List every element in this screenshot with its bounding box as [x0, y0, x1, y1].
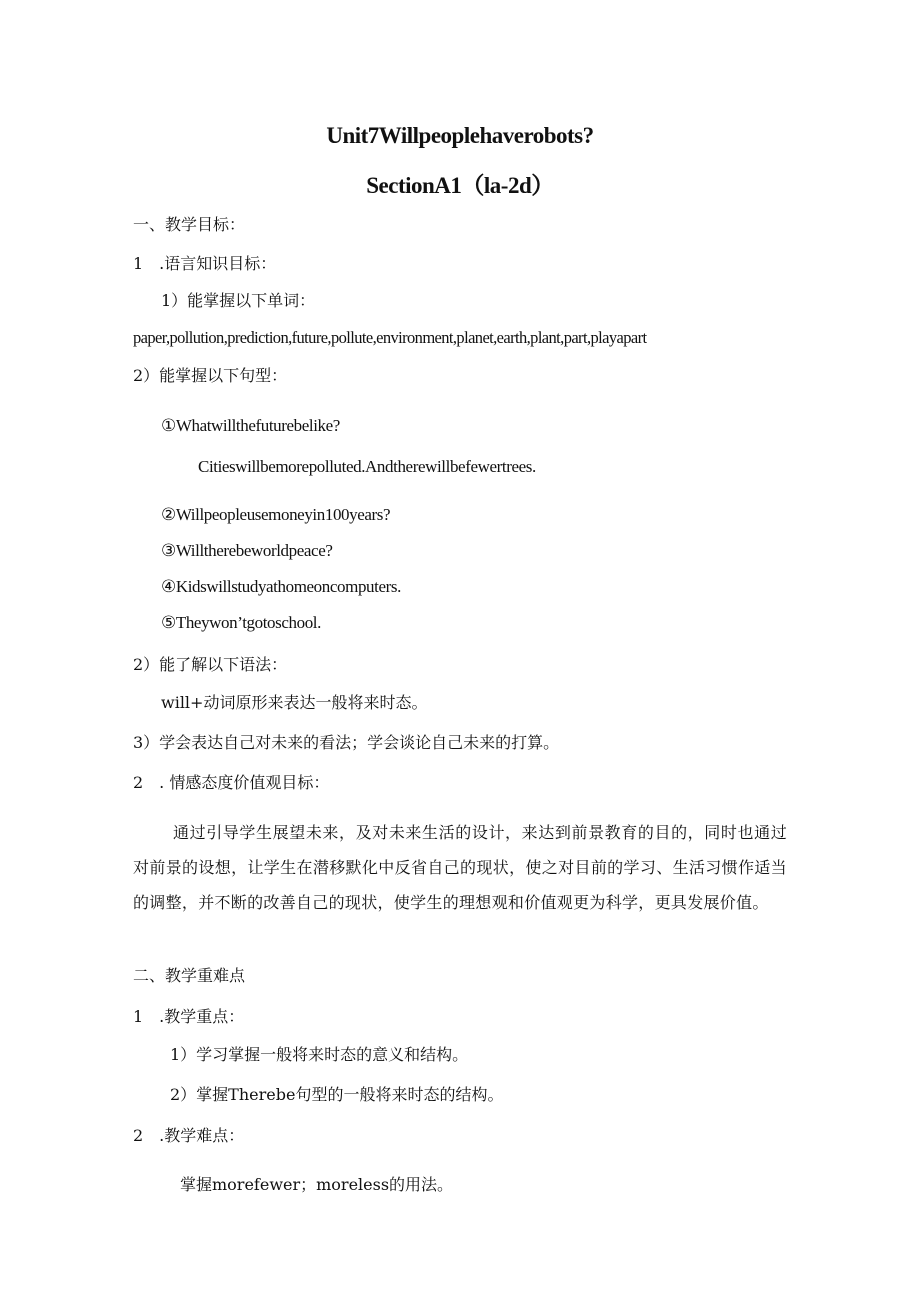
key-point-item: 2）掌握Therebe句型的一般将来时态的结构。	[170, 1085, 504, 1104]
subheading-emotional-goal: 2 . 情感态度价值观目标：	[133, 773, 330, 792]
difficult-point-item: 掌握morefewer；moreless的用法。	[180, 1175, 454, 1194]
sentence-item: ⑤Theywon’tgotoschool.	[161, 613, 321, 632]
sentence-item: ③Willtherebeworldpeace?	[161, 541, 333, 560]
grammar-text: will+动词原形来表达一般将来时态。	[161, 693, 428, 712]
subheading-difficult-point: 2 .教学难点：	[133, 1126, 245, 1145]
vocabulary-list: paper,pollution,prediction,future,pollute,environment,planet,earth,plant,part,playapart	[133, 328, 647, 347]
item-vocabulary-heading: 1）能掌握以下单词：	[161, 291, 316, 310]
subheading-key-point: 1 .教学重点：	[133, 1007, 245, 1026]
item-grammar-heading: 2）能了解以下语法：	[133, 655, 288, 674]
sentence-item: ④Kidswillstudyathomeoncomputers.	[161, 577, 401, 596]
section-heading-objectives: 一、教学目标：	[133, 215, 246, 234]
section-heading-key-points: 二、教学重难点	[133, 966, 246, 985]
emotional-goal-paragraph: 通过引导学生展望未来，及对未来生活的设计，来达到前景教育的目的，同时也通过对前景的设想，让学生在潜移默化中反省自己的现状，使之对目前的学习、生活习惯作适当的调整，并不断的改善自己的现状，使学生的理想观和价值观更为科学，更具发展价值。	[133, 823, 787, 912]
item-expression-goal: 3）学会表达自己对未来的看法；学会谈论自己未来的打算。	[133, 733, 560, 752]
sentence-item: ①Whatwillthefuturebelike?	[161, 416, 340, 435]
sentence-item: Citieswillbemorepolluted.Andtherewillbefewertrees.	[198, 457, 536, 476]
document-title: Unit7Willpeoplehaverobots?	[326, 123, 594, 148]
key-point-item: 1）学习掌握一般将来时态的意义和结构。	[170, 1045, 469, 1064]
sentence-item: ②Willpeopleusemoneyin100years?	[161, 505, 391, 524]
subheading-language-knowledge: 1 .语言知识目标：	[133, 254, 277, 273]
document-subtitle: SectionA1（la-2d）	[366, 173, 554, 198]
item-sentence-patterns-heading: 2）能掌握以下句型：	[133, 366, 288, 385]
